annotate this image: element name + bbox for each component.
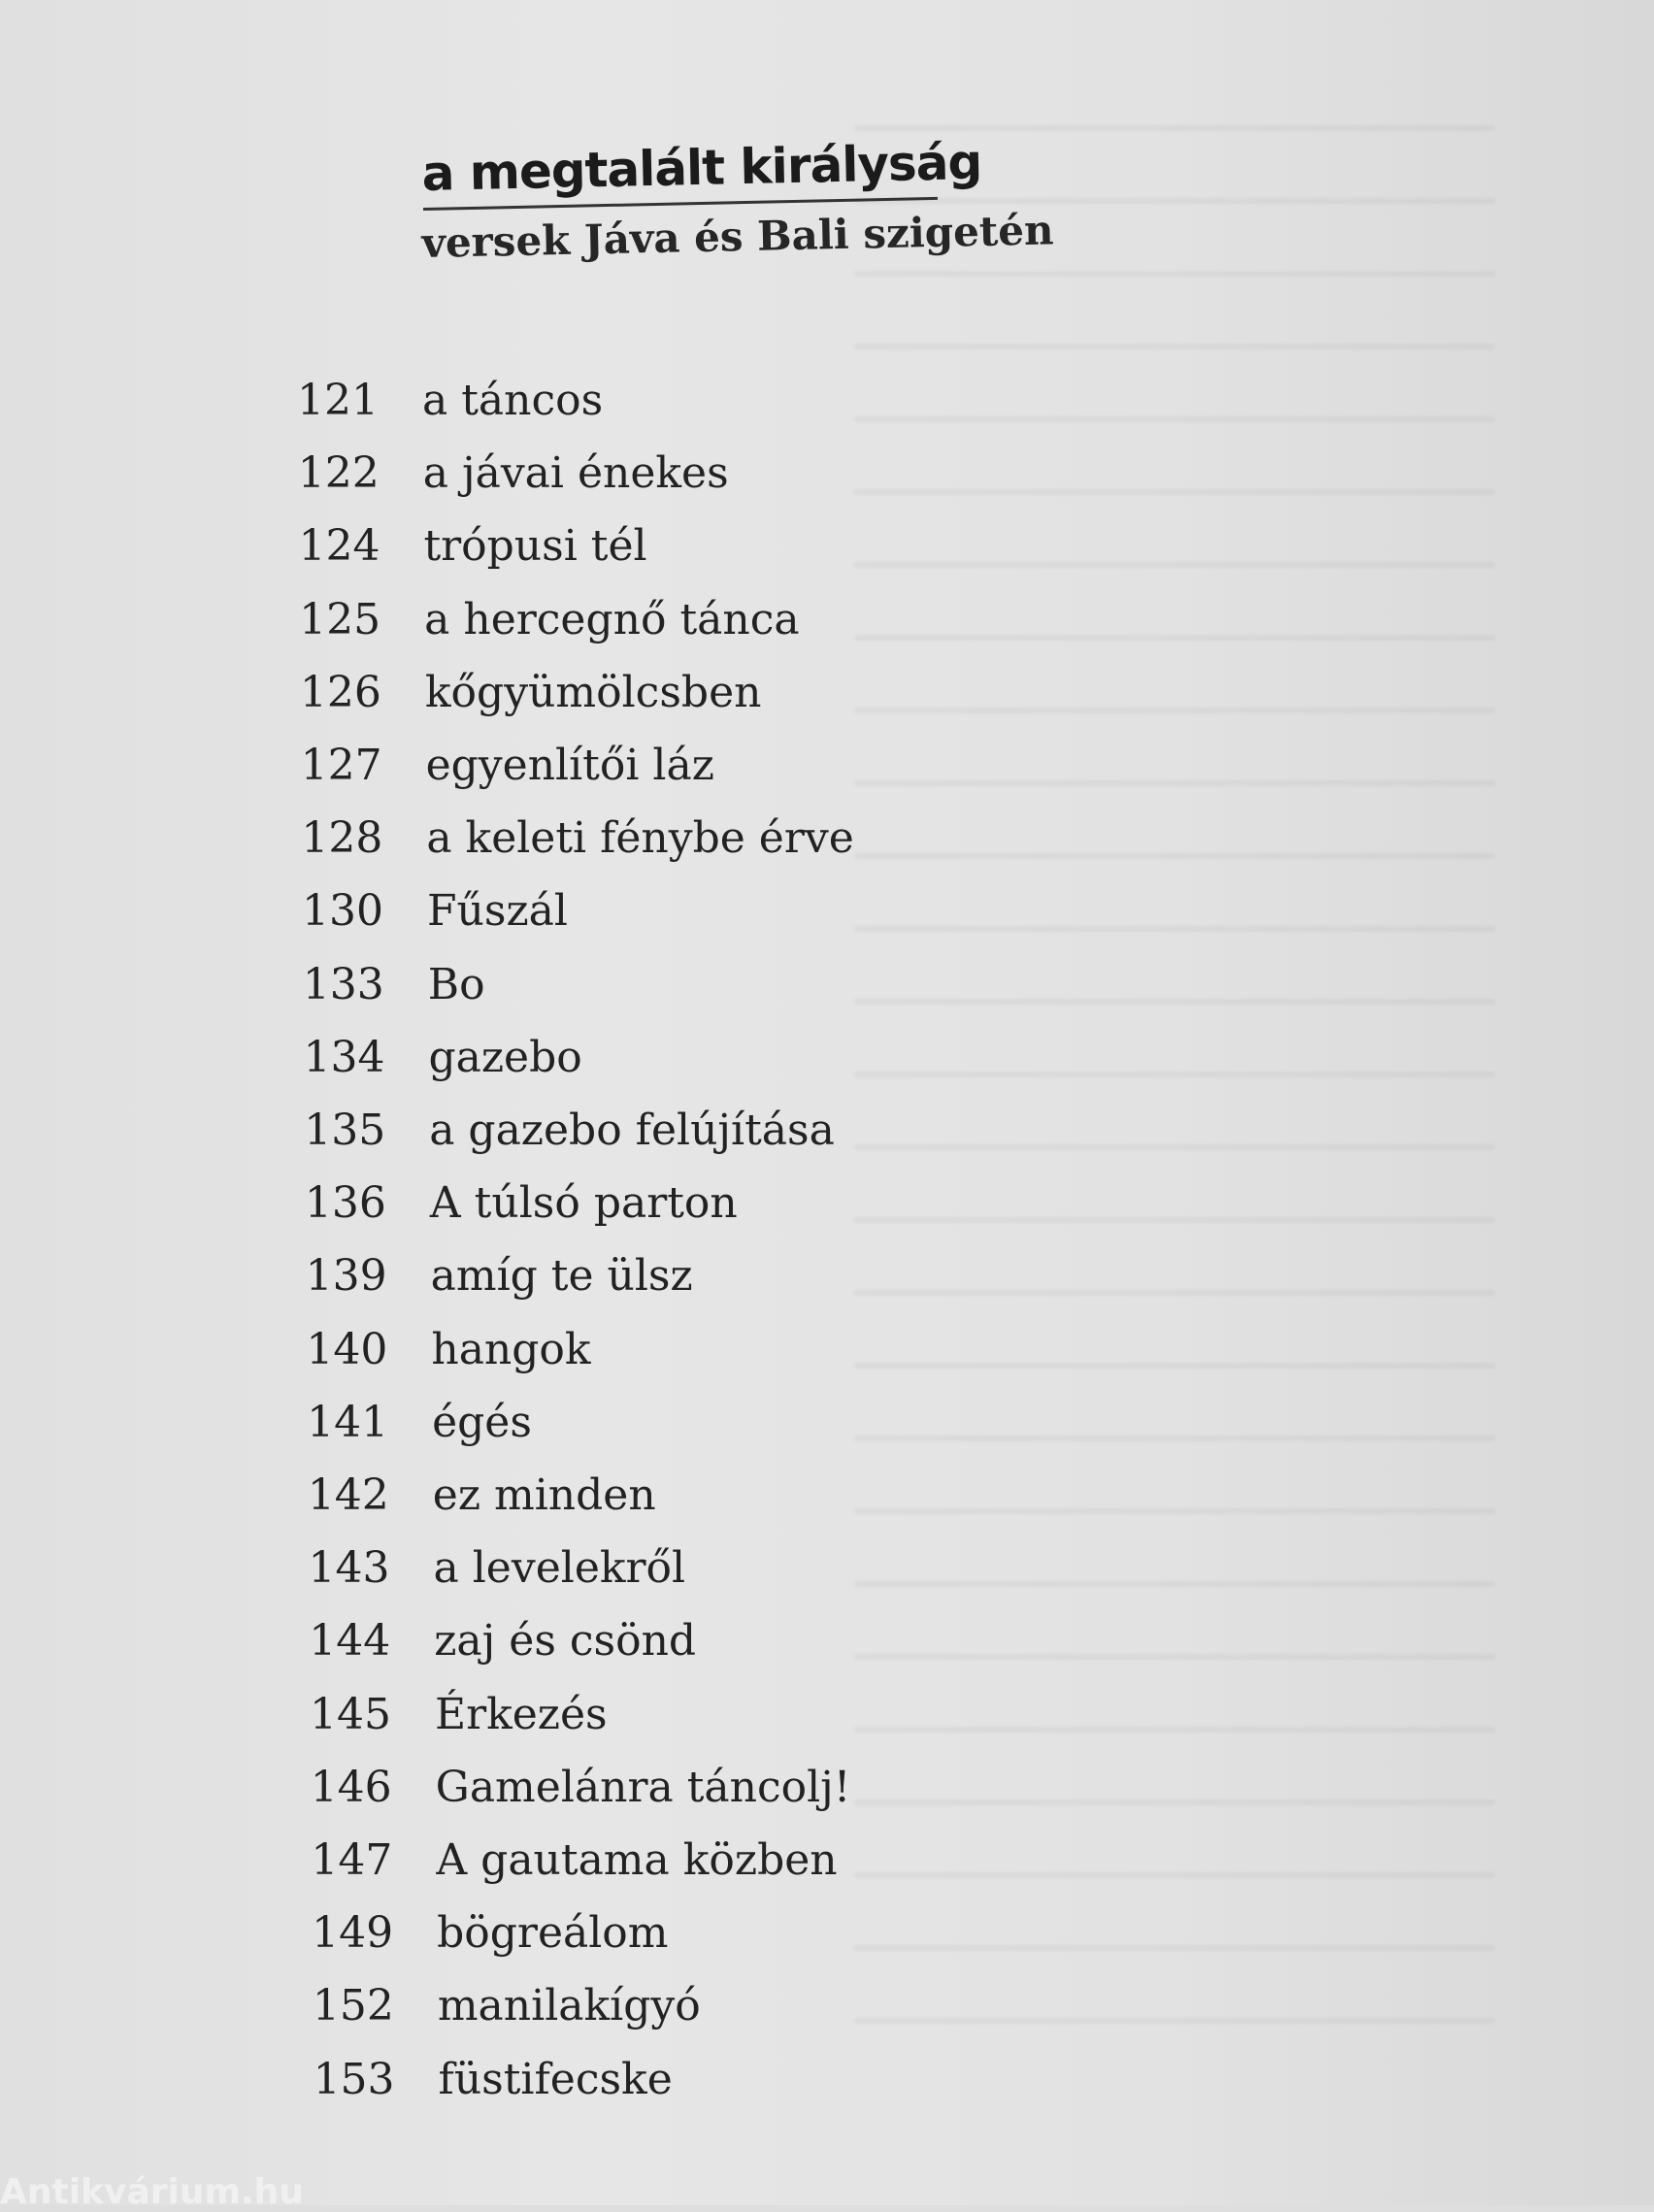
toc-page-number: 124 xyxy=(298,521,380,572)
section-subtitle: versek Jáva és Bali szigetén xyxy=(421,206,1054,267)
toc-entry-title: a hercegnő tánca xyxy=(424,594,800,644)
toc-page-number: 139 xyxy=(305,1251,387,1302)
toc-entry-title: Gamelánra táncolj! xyxy=(435,1762,851,1812)
toc-page-number: 135 xyxy=(304,1106,386,1155)
toc-page-number: 136 xyxy=(304,1178,386,1229)
toc-entry-title: a gazebo felújítása xyxy=(429,1106,835,1155)
toc-entry-title: ez minden xyxy=(432,1470,656,1520)
toc-page-number: 149 xyxy=(312,1908,394,1959)
toc-page-number: 145 xyxy=(309,1689,391,1739)
toc-page-number: 152 xyxy=(312,1981,394,2031)
toc-entry-title: amíg te ülsz xyxy=(430,1251,693,1302)
toc-page-number: 141 xyxy=(307,1397,389,1447)
toc-page-number: 144 xyxy=(309,1616,391,1667)
toc-page-number: 127 xyxy=(300,741,382,790)
toc-entry-title: A gautama közben xyxy=(436,1835,838,1885)
toc-entry-title: trópusi tél xyxy=(423,521,647,572)
toc-entry-title: Fűszál xyxy=(427,886,568,937)
toc-entry-title: a levelekről xyxy=(433,1543,686,1594)
toc-page-number: 134 xyxy=(303,1032,385,1082)
toc-entry-title: A túlsó parton xyxy=(429,1178,738,1229)
toc-entry-title: bögreálom xyxy=(437,1908,669,1959)
toc-page-number: 143 xyxy=(308,1543,390,1594)
toc-page-number: 128 xyxy=(301,813,383,864)
toc-page-number: 146 xyxy=(310,1762,392,1812)
toc-page-number: 122 xyxy=(297,448,380,499)
toc-entry-title: égés xyxy=(432,1397,532,1447)
toc-entry-title: a keleti fénybe érve xyxy=(426,813,854,864)
toc-page-number: 125 xyxy=(299,594,381,644)
toc-page-number: 121 xyxy=(297,376,379,425)
toc-page-number: 142 xyxy=(307,1470,389,1520)
toc-entry-title: hangok xyxy=(431,1324,591,1374)
toc-entry-title: egyenlítői láz xyxy=(425,741,714,790)
toc-entry-title: füstifecske xyxy=(438,2054,673,2104)
toc-page-number: 153 xyxy=(313,2054,395,2104)
toc-entry-title: a táncos xyxy=(422,376,604,425)
toc-entry-title: kőgyümölcsben xyxy=(424,667,762,717)
watermark: Antikvárium.hu xyxy=(0,2172,304,2212)
toc-page-number: 147 xyxy=(311,1835,393,1885)
toc-entry-title: zaj és csönd xyxy=(434,1616,697,1667)
toc-page-number: 133 xyxy=(302,959,384,1009)
toc-page-number: 126 xyxy=(299,667,381,717)
toc-page-number: 140 xyxy=(306,1324,388,1374)
section-title: a megtalált királyság xyxy=(421,133,982,202)
toc-entry-title: gazebo xyxy=(428,1032,582,1082)
toc-entry-title: manilakígyó xyxy=(437,1981,701,2031)
toc-page-number: 130 xyxy=(302,886,384,937)
toc-entry-title: Bo xyxy=(427,959,485,1009)
toc-entry-title: a jávai énekes xyxy=(422,448,729,499)
toc-entry-title: Érkezés xyxy=(434,1689,608,1739)
